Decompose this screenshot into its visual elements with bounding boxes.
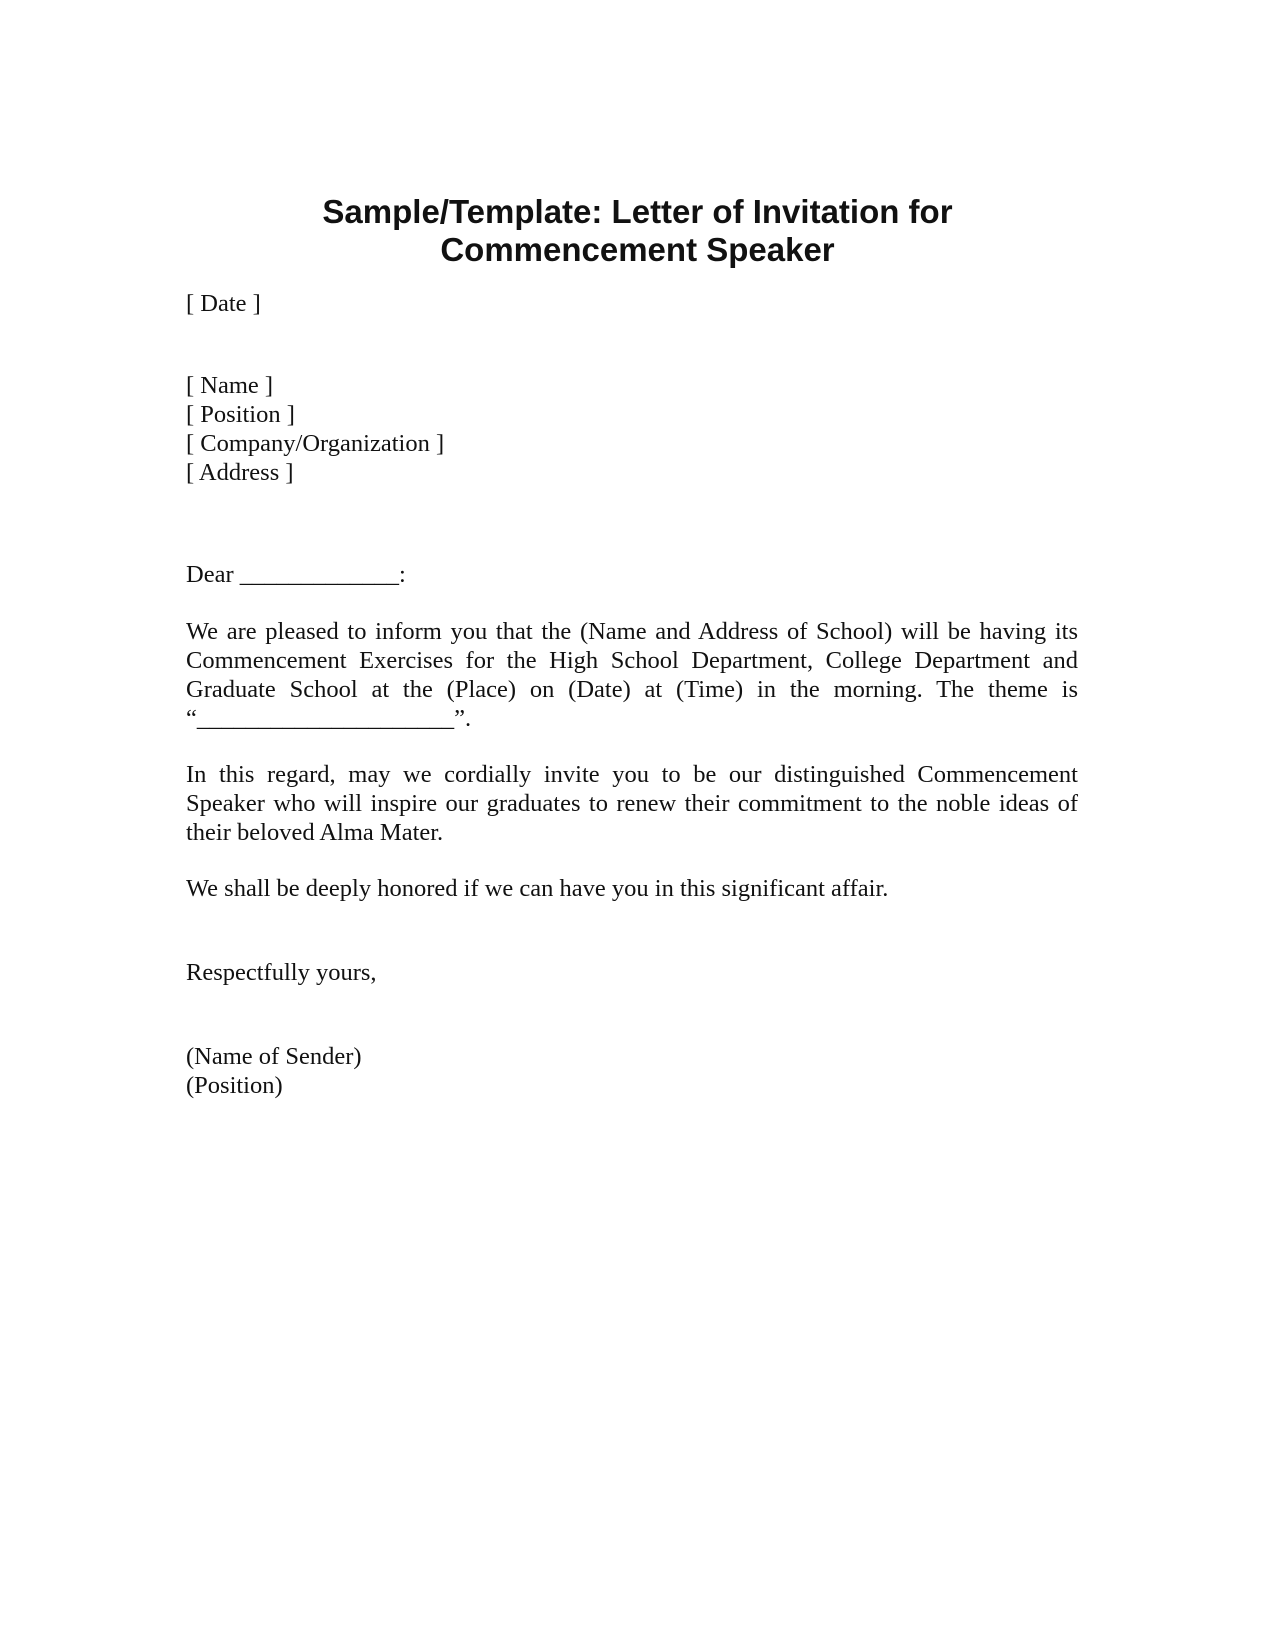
paragraph-invitation: In this regard, may we cordially invite you to be our distinguished Commencement Speaker who will inspire our graduates to renew their commitment to the noble ideas of their beloved Alma Mater. — [186, 761, 1078, 846]
title-line-1: Sample/Template: Letter of Invitation for — [322, 193, 953, 230]
date-line — [186, 289, 1078, 318]
recipient-name: [ Name ] — [186, 372, 274, 399]
paragraph-honor: We shall be deeply honored if we can have you in this significant affair. — [186, 875, 889, 902]
recipient-block — [186, 371, 1078, 487]
sender-block — [186, 1042, 1078, 1100]
page-title — [0, 193, 1275, 269]
recipient-address: [ Address ] — [186, 459, 294, 486]
title-line-2: Commencement Speaker — [440, 231, 835, 268]
recipient-position: [ Position ] — [186, 401, 295, 428]
recipient-organization: [ Company/Organization ] — [186, 430, 445, 457]
salutation — [186, 560, 1078, 589]
closing-text: Respectfully yours, — [186, 959, 377, 986]
paragraph-announcement: We are pleased to inform you that the (Name and Address of School) will be having its Commencement Exercises for the High School Department, College Department and Graduate School at the (Place) on (Date) at (Time) in the morning. The theme is “_____________________”. — [186, 618, 1078, 732]
salutation-text: Dear _____________: — [186, 561, 406, 588]
sender-name: (Name of Sender) — [186, 1043, 362, 1070]
date-placeholder: [ Date ] — [186, 290, 261, 317]
closing — [186, 958, 1078, 987]
sender-position: (Position) — [186, 1072, 283, 1099]
